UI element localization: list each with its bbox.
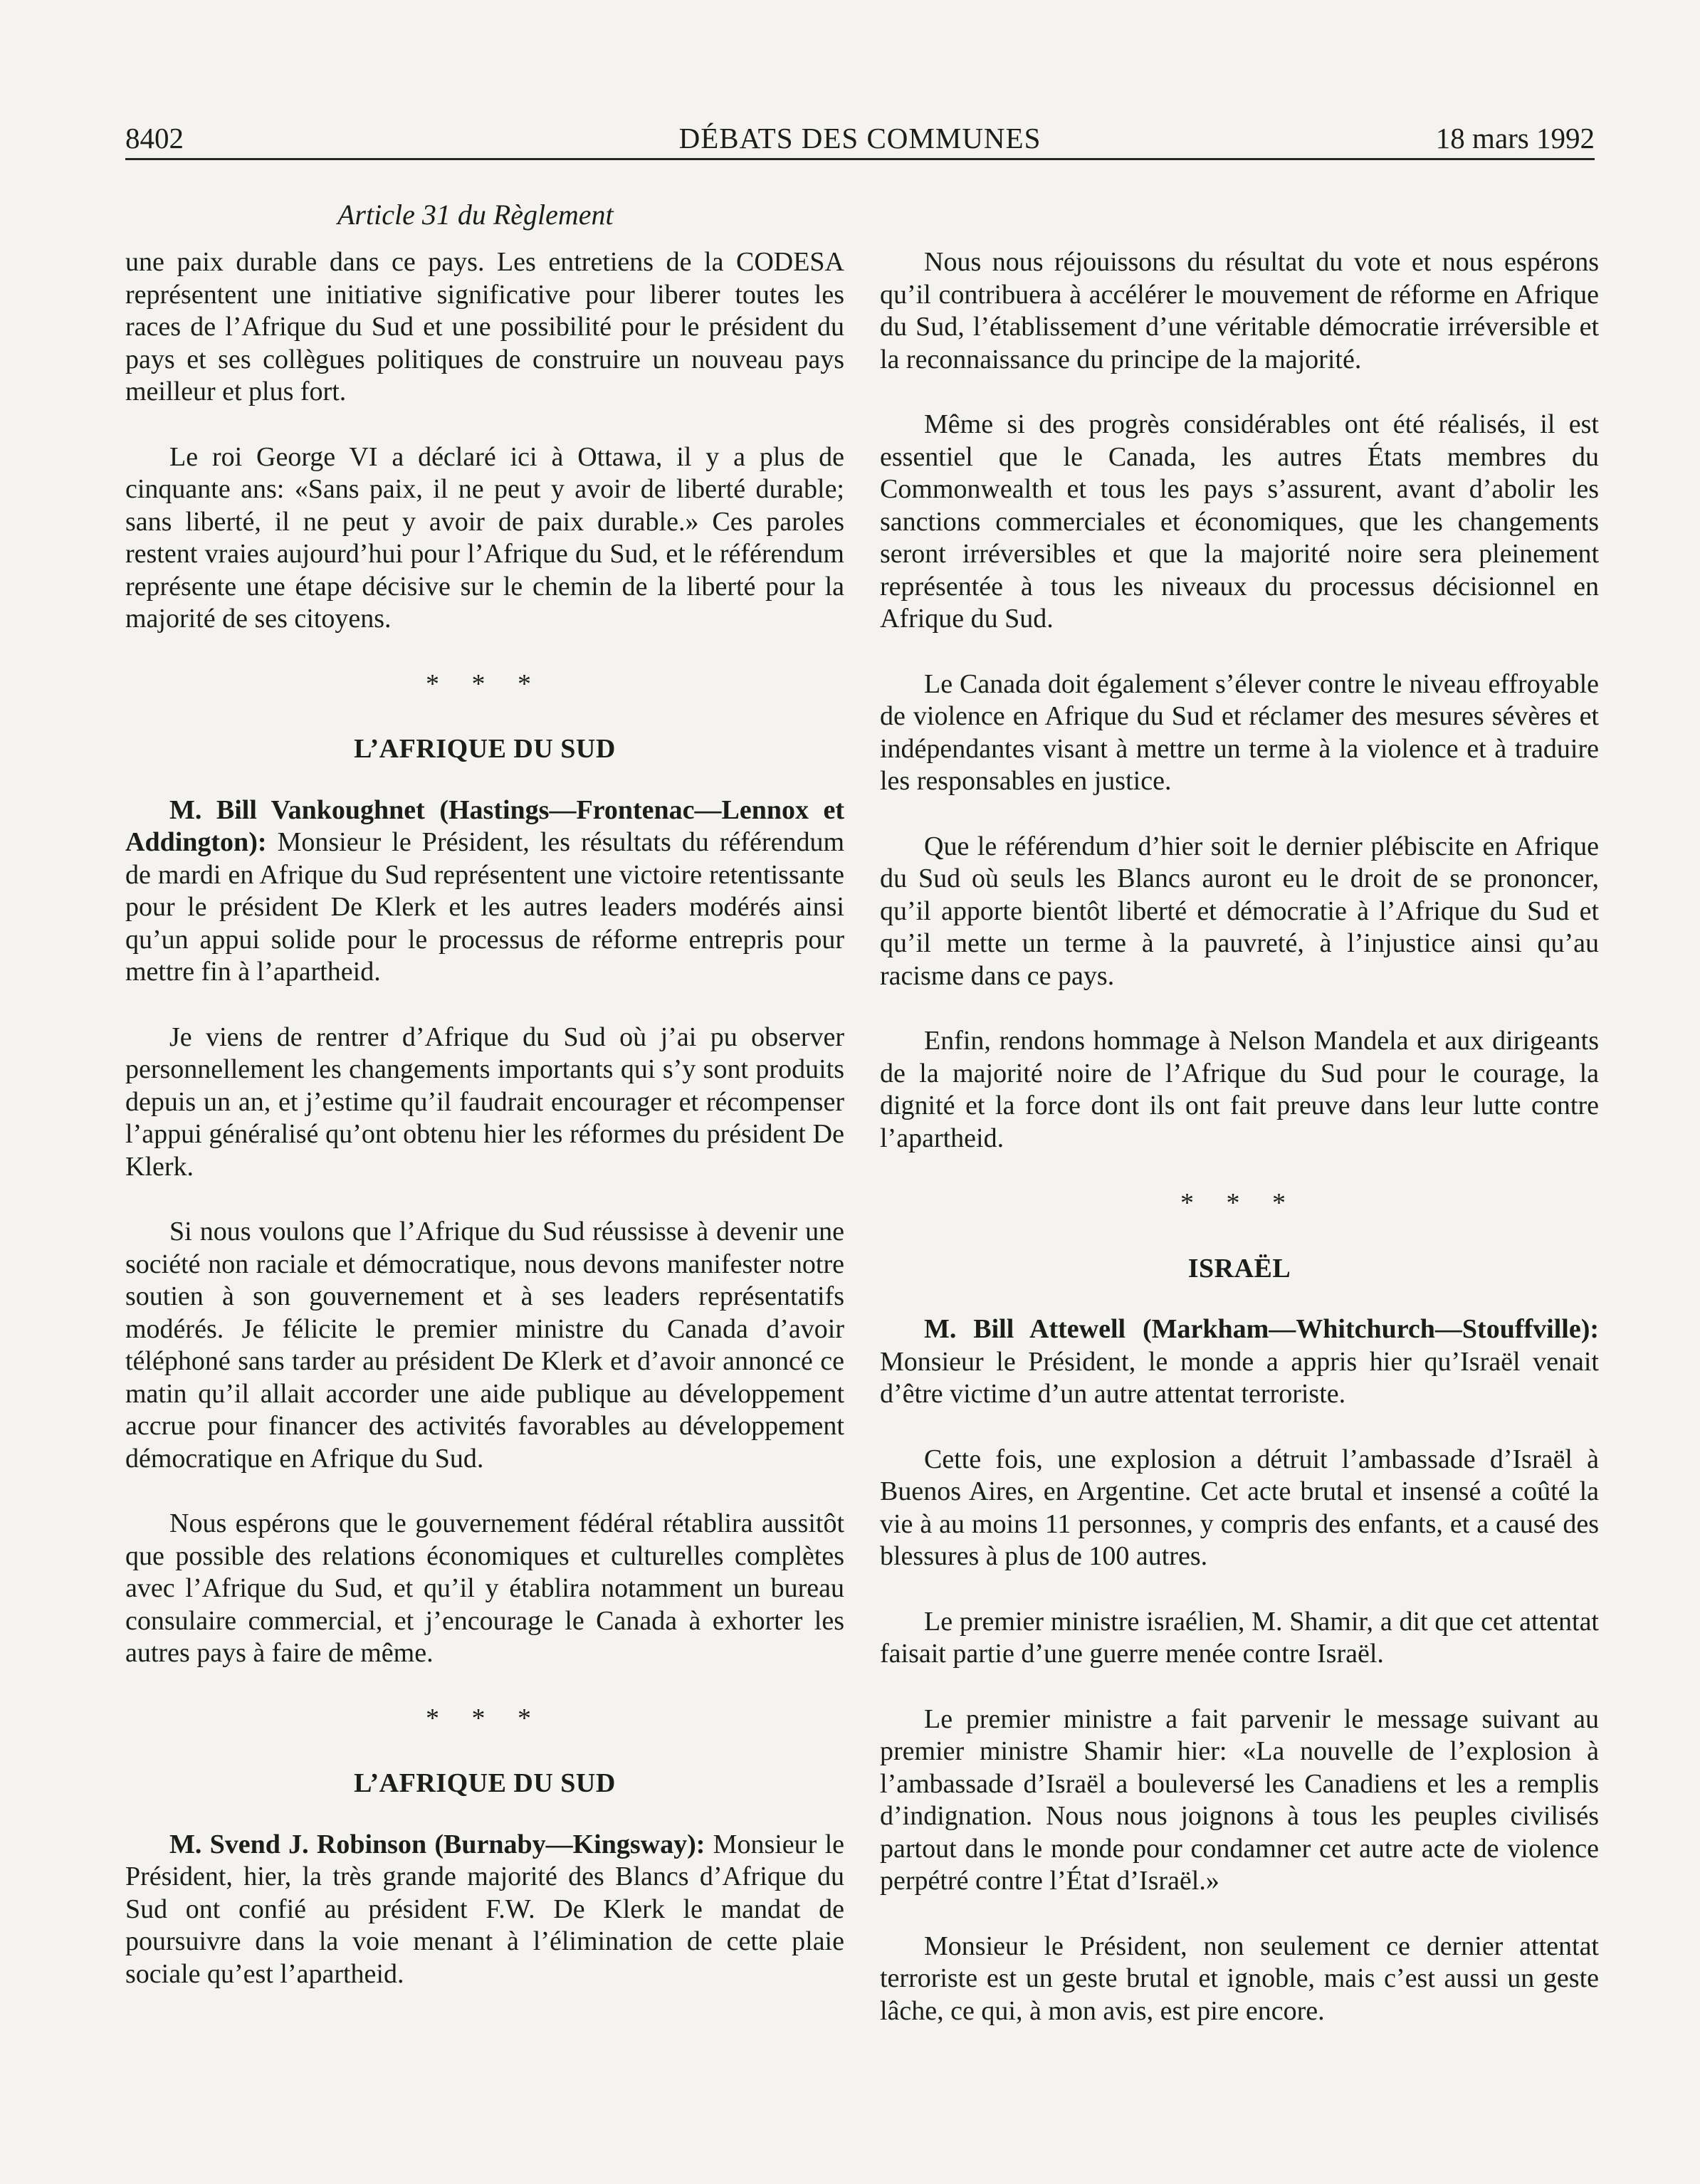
section-separator: * * * [426, 1703, 544, 1733]
speech-text: Monsieur le Président, les résultats du référendum de mardi en Afrique du Sud représentent une victoire retentissante pour le président De Klerk et les autres leaders modérés ainsi qu’un appui solide pour le processus de réforme entrepris pour mettre fin à l’apartheid. [125, 827, 844, 987]
paragraph: Cette fois, une explosion a détruit l’ambassade d’Israël à Buenos Aires, en Argentine. Cet acte brutal et insensé a coûté la vie à au moins 11 personnes, y compris des enfants, et a causé des blessures à plus de 100 autres. [880, 1444, 1599, 1571]
page-date: 18 mars 1992 [1435, 122, 1595, 154]
header-rule [125, 158, 1595, 160]
paragraph: Nous espérons que le gouvernement fédéral rétablira aussitôt que possible des relations économiques et culturelles complètes avec l’Afrique du Sud, et qu’il y établira notamment un bureau consulaire commercial, et j’encourage le Canada à exhorter les autres pays à faire de même. [125, 1508, 844, 1668]
page-header [125, 120, 1595, 157]
paragraph: Enfin, rendons hommage à Nelson Mandela et aux dirigeants de la majorité noire de l’Afrique du Sud pour le courage, la dignité et la force dont ils ont fait preuve dans leur lutte contre l’apartheid. [880, 1026, 1599, 1153]
section-heading: L’AFRIQUE DU SUD [354, 734, 616, 764]
left-column [125, 246, 844, 1990]
speech-paragraph [125, 1829, 844, 1991]
paragraph: Si nous voulons que l’Afrique du Sud réussisse à devenir une société non raciale et démocratique, nous devons manifester notre soutien à son gouvernement et à ses leaders représentatifs modérés. Je félicite le premier ministre du Canada d’avoir téléphoné sans tarder au président De Klerk et d’avoir annoncé ce matin qu’il allait accorder une aide publique au développement accrue pour financer des activités favorables au développement démocratique en Afrique du Sud. [125, 1217, 844, 1474]
paragraph: Nous nous réjouissons du résultat du vote et nous espérons qu’il contribuera à accélérer le mouvement de réforme en Afrique du Sud, l’établissement d’une véritable démocratie irréversible et la reconnaissance du principe de la majorité. [880, 247, 1599, 374]
paragraph: Que le référendum d’hier soit le dernier plébiscite en Afrique du Sud où seuls les Blancs auront eu le droit de se prononcer, qu’il apporte bientôt liberté et démocratie à l’Afrique du Sud et qu’il mette un terme à la pauvreté, à l’injustice ainsi qu’au racisme dans ce pays. [880, 831, 1599, 991]
section-heading: ISRAËL [1187, 1253, 1291, 1283]
section-separator: * * * [1180, 1188, 1298, 1218]
paragraph: Le premier ministre a fait parvenir le message suivant au premier ministre Shamir hier: «La nouvelle de l’explosion à l’ambassade d’Israël a bouleversé les Canadiens et les a remplis d’indignation. Nous nous joignons à tous les peuples civilisés partout dans le monde pour condamner cet autre acte de violence perpétré contre l’État d’Israël.» [880, 1703, 1599, 1896]
paragraph: Le roi George VI a déclaré ici à Ottawa, il y a plus de cinquante ans: «Sans paix, il ne peut y avoir de liberté durable; sans liberté, il ne peut y avoir de paix durable.» Ces paroles restent vraies aujourd’hui pour l’Afrique du Sud, et le référendum représente une étape décisive sur le chemin de la liberté pour la majorité de ses citoyens. [125, 441, 844, 634]
section-label: Article 31 du Règlement [337, 199, 614, 231]
speech-text: Monsieur le Président, le monde a appris hier qu’Israël venait d’être victime d’un autre attentat terroriste. [880, 1346, 1599, 1409]
paragraph: Le Canada doit également s’élever contre le niveau effroyable de violence en Afrique du Sud et réclamer des mesures sévères et indépendantes visant à mettre un terme à la violence et à traduire les responsables en justice. [880, 668, 1599, 796]
speaker-name: M. Bill Vankoughnet (Hastings—Frontenac—Lennox et Addington): [125, 794, 844, 857]
page-number: 8402 [125, 122, 184, 154]
speech-paragraph [880, 1313, 1599, 1411]
paragraph: Je viens de rentrer d’Afrique du Sud où j’ai pu observer personnellement les changements importants qui s’y sont produits depuis un an, et j’estime qu’il faudrait encourager et récompenser l’appui généralisé qu’ont obtenu hier les réformes du président De Klerk. [125, 1022, 844, 1182]
paragraph: Le premier ministre israélien, M. Shamir, a dit que cet attentat faisait partie d’une guerre menée contre Israël. [880, 1606, 1599, 1669]
paragraph: Monsieur le Président, non seulement ce dernier attentat terroriste est un geste brutal et ignoble, mais c’est aussi un geste lâche, ce qui, à mon avis, est pire encore. [880, 1931, 1599, 2026]
speaker-name: M. Svend J. Robinson (Burnaby—Kingsway): [169, 1829, 705, 1859]
paragraph: une paix durable dans ce pays. Les entretiens de la CODESA représentent une initiative significative pour liberer toutes les races de l’Afrique du Sud et une possibilité pour le président du pays et ses collègues politiques de construire un nouveau pays meilleur et plus fort. [125, 247, 844, 406]
publication-title: DÉBATS DES COMMUNES [678, 122, 1041, 154]
speaker-name: M. Bill Attewell (Markham—Whitchurch—Stouffville): [924, 1314, 1599, 1344]
section-separator: * * * [426, 668, 544, 699]
speech-paragraph [125, 794, 844, 989]
speech-text: Monsieur le Président, hier, la très grande majorité des Blancs d’Afrique du Sud ont confié au président F.W. De Klerk le mandat de poursuivre dans la voie menant à l’élimination de cette plaie sociale qu’est l’apartheid. [125, 1829, 844, 1989]
section-heading: L’AFRIQUE DU SUD [354, 1768, 616, 1798]
paragraph: Même si des progrès considérables ont été réalisés, il est essentiel que le Canada, les autres États membres du Commonwealth et tous les pays s’assurent, avant d’abolir les sanctions commerciales et économiques, que les changements seront irréversibles et que la majorité noire sera pleinement représentée à tous les niveaux du processus décisionnel en Afrique du Sud. [880, 409, 1599, 634]
right-column [880, 246, 1599, 2027]
